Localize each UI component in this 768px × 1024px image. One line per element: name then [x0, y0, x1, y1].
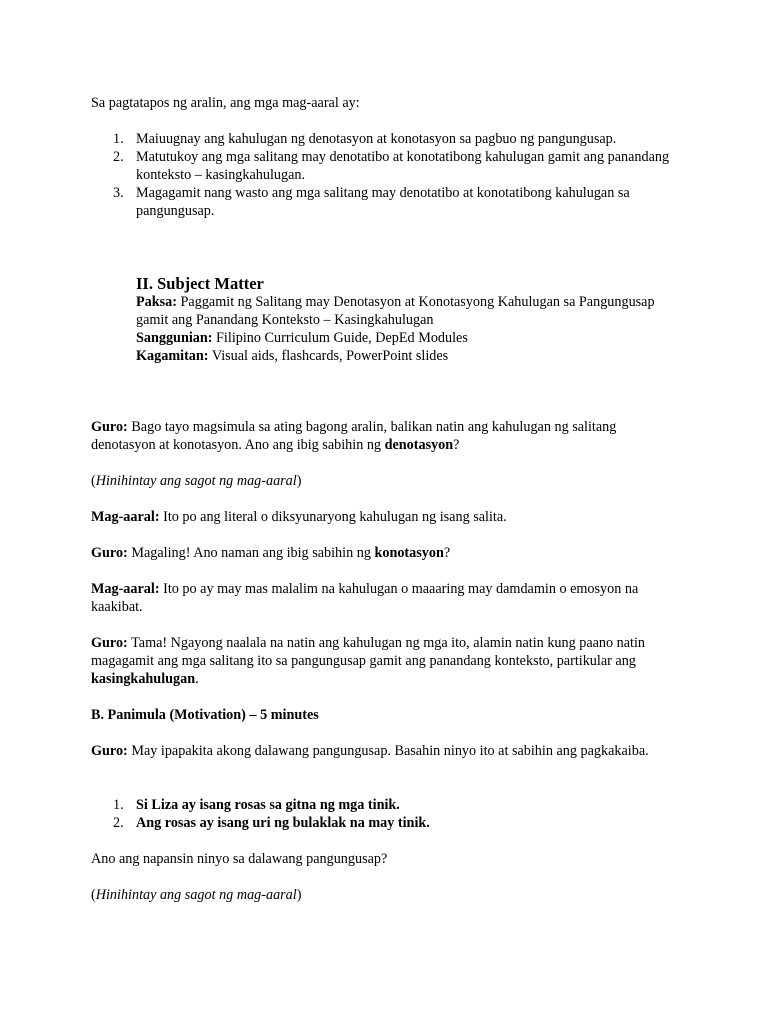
- list-number: 2.: [113, 815, 124, 831]
- paksa-text: Paggamit ng Salitang may Denotasyon at Konotasyong Kahulugan sa Pangungusap gamit ang Panandang Konteksto – Kasingkahulugan: [136, 294, 655, 328]
- sanggunian-line: [136, 329, 681, 347]
- list-number: 2.: [113, 149, 124, 165]
- paren-open: (: [91, 887, 96, 903]
- motivation-question: Ano ang napansin ninyo sa dalawang pangungusap?: [91, 851, 388, 867]
- list-item: [91, 796, 681, 814]
- paksa-line: [136, 293, 681, 329]
- dialogue-text: May ipapakita akong dalawang pangungusap. Basahin ninyo ito at sabihin ang pagkakaiba.: [131, 743, 649, 759]
- paren-close: ): [296, 473, 302, 489]
- list-item: [91, 130, 681, 148]
- speaker-label: Mag-aaral:: [91, 509, 160, 525]
- subject-matter-heading: II. Subject Matter: [136, 274, 264, 293]
- motivation-guro: [91, 742, 681, 760]
- dialogue-guro-3: [91, 634, 681, 688]
- objective-text: Magagamit nang wasto ang mga salitang may denotatibo at konotatibong kahulugan sa pangungusap.: [136, 185, 630, 219]
- term-denotasyon: denotasyon: [384, 437, 454, 453]
- punctuation: ?: [443, 545, 451, 561]
- list-number: 3.: [113, 185, 124, 201]
- dialogue-guro-2: [91, 544, 681, 562]
- paren-close: ): [296, 887, 302, 903]
- objectives-intro: Sa pagtatapos ng aralin, ang mga mag-aaral ay:: [91, 95, 360, 111]
- objective-text: Maiuugnay ang kahulugan ng denotasyon at konotasyon sa pagbuo ng pangungusap.: [136, 131, 617, 147]
- objective-text: Matutukoy ang mga salitang may denotatibo at konotatibong kahulugan gamit ang panandang konteksto – kasingkahulugan.: [136, 149, 670, 183]
- list-item: [91, 184, 681, 220]
- dialogue-guro-1: [91, 418, 681, 454]
- speaker-label: Guro:: [91, 545, 128, 561]
- dialogue-magaaral-2: [91, 580, 681, 616]
- sanggunian-text: Filipino Curriculum Guide, DepEd Modules: [216, 330, 468, 346]
- punctuation: ?: [453, 437, 460, 453]
- punctuation: .: [195, 671, 199, 687]
- list-number: 1.: [113, 797, 124, 813]
- sanggunian-label: Sanggunian:: [136, 330, 213, 346]
- example-sentence: Ang rosas ay isang uri ng bulaklak na may tinik.: [136, 815, 430, 831]
- kagamitan-label: Kagamitan:: [136, 348, 209, 364]
- term-konotasyon: konotasyon: [374, 545, 444, 561]
- list-number: 1.: [113, 131, 124, 147]
- dialogue-text: Ito po ay may mas malalim na kahulugan o maaaring may damdamin o emosyon na kaakibat.: [91, 581, 639, 615]
- motivation-heading: [91, 706, 681, 724]
- dialogue-text: Magaling! Ano naman ang ibig sabihin ng: [131, 545, 375, 561]
- kagamitan-line: [136, 347, 681, 365]
- paren-open: (: [91, 473, 96, 489]
- dialogue-magaaral-1: [91, 508, 681, 526]
- dialogue-text: Bago tayo magsimula sa ating bagong aralin, balikan natin ang kahulugan ng salitang denotasyon at konotasyon. Ano ang ibig sabihin ng: [91, 419, 617, 453]
- waiting-note-1: [91, 472, 681, 490]
- term-kasingkahulugan: kasingkahulugan: [91, 671, 196, 687]
- example-sentences-list: [91, 796, 681, 832]
- list-item: [91, 814, 681, 832]
- dialogue-text: Ito po ang literal o diksyunaryong kahulugan ng isang salita.: [163, 509, 507, 525]
- dialogue-text: Tama! Ngayong naalala na natin ang kahulugan ng mga ito, alamin natin kung paano natin magagamit ang mga salitang ito sa pangungusap gamit ang panandang konteksto, partikular ang: [91, 635, 646, 669]
- objectives-list: [91, 130, 681, 220]
- speaker-label: Mag-aaral:: [91, 581, 160, 597]
- example-sentence: Si Liza ay isang rosas sa gitna ng mga tinik.: [136, 797, 400, 813]
- speaker-label: Guro:: [91, 419, 128, 435]
- waiting-note-text: Hinihintay ang sagot ng mag-aaral: [95, 473, 297, 489]
- speaker-label: Guro:: [91, 743, 128, 759]
- speaker-label: Guro:: [91, 635, 128, 651]
- motivation-heading-text: B. Panimula (Motivation) – 5 minutes: [91, 707, 319, 723]
- paksa-label: Paksa:: [136, 294, 177, 310]
- waiting-note-text: Hinihintay ang sagot ng mag-aaral: [95, 887, 297, 903]
- kagamitan-text: Visual aids, flashcards, PowerPoint slides: [211, 348, 449, 364]
- waiting-note-2: [91, 886, 681, 904]
- list-item: [91, 148, 681, 184]
